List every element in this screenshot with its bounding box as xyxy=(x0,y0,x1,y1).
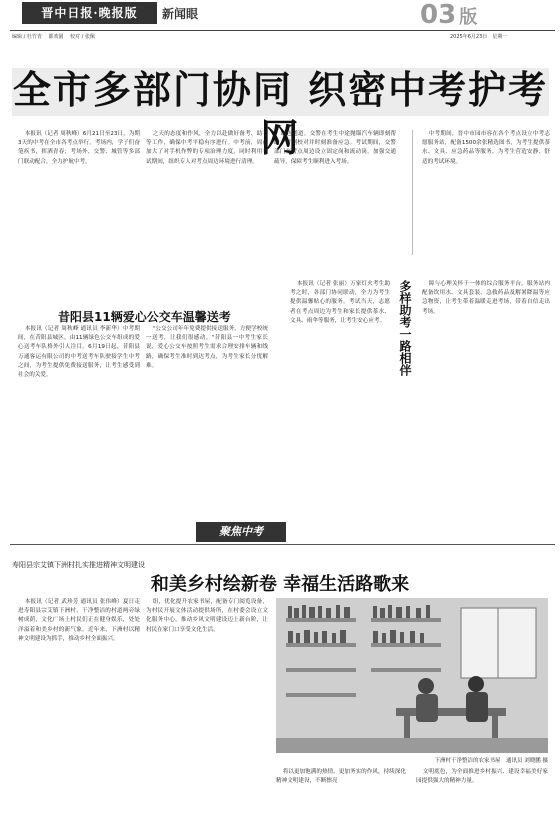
village-col-3 xyxy=(276,768,406,808)
bus-col-1 xyxy=(18,325,140,505)
multi-col-2-text: 障与心理关怀于一体的综合服务平台。服务站内配备饮用水、文具套装、急救药品及解暑降温等应急物资，让考生带着温暖走进考场，带着自信走出考场。 xyxy=(422,281,550,315)
lead-col-1 xyxy=(18,130,140,258)
section-rule xyxy=(10,544,555,545)
issue-date: 2025年6月23日 星期一 xyxy=(450,34,508,40)
village-col-2 xyxy=(146,598,268,808)
village-col-3-text: 将以更加饱满的热情、更加务实的作风，持续深化精神文明建设，不断擦亮 xyxy=(276,769,406,785)
masthead xyxy=(0,0,560,38)
section-name: 新闻眼 xyxy=(162,7,199,21)
bus-col-1-text: 本报讯（记者 周秋峰 通讯员 李新华）中考期间，在昔阳县城区，由11辆绿色公交车组成的爱心送考车队格外引人注目。6月19日起，昔阳县万通客运有限公司的中考送考车队驶接学生中考之间，为考生提供免费接送服务，让考生感受到社会的关爱。 xyxy=(18,326,140,379)
lead-col-2-text: 之天的态度和作风，全力以赴做好备考、助考等工作，确保中考平稳有序进行。中考前，周前加大了对手机作弊的专项治理力度，同时利用考试期间，组织专人对考点周边环境进行清理。 xyxy=(146,131,268,165)
lead-col-4-text: 中考期间，晋中市园市容在各个考点设立中考志愿服务站，配备1500余张精选图书，为考生提供茶水、文具、应急药品等服务，为考生营造安静、舒适的考试环境。 xyxy=(422,131,550,165)
village-kicker: 寿阳县宗艾镇下洲村扎实推进精神文明建设 xyxy=(12,561,145,569)
editor-line: 编辑 / 杜竹青 都欢園 校对 / 张佩 xyxy=(12,34,95,40)
headline-text: 全市多部门协同 织密中考护考网 xyxy=(12,68,549,160)
village-col-1 xyxy=(18,598,140,808)
village-photo xyxy=(276,598,548,753)
page-no: 03 xyxy=(420,0,457,30)
lead-col-3-text: 绿色通道。交警在考生中途抛锚汽车辆即刻帮助、时刻校对并时刻准备应急。考试期间，交警部门在考点周边设立固定岗和流动岗，加强交通疏导，保障考生顺利进入考场。 xyxy=(274,131,396,165)
village-col-2-text: 组，优化提升农家书屋，配备专门阅览设备，为村民开展文体活动提供场所，在村委会设立文化服务中心，推动乡风文明建设迈上新台阶，让村民在家门口享受文化生活。 xyxy=(146,599,268,633)
multi-col-2 xyxy=(422,280,550,508)
bus-col-2-text: "公交公司年年免费提供接送服务，方便学校统一送考，让我们很感动。"昔阳县一中考生家长说，爱心公交车按照考生需求合理安排车辆和线路，确保考生准时到达考点，为考生家长分忧解难。 xyxy=(146,326,268,369)
focus-badge: 聚焦中考 xyxy=(196,522,286,542)
bus-headline: 昔阳县11辆爱心公交车温馨送考 xyxy=(58,310,231,324)
photo-caption: 下洲村干净整洁的农家书屋 通讯员 刘晓鹏 摄 xyxy=(434,758,548,764)
page-number xyxy=(420,0,477,30)
bus-col-2 xyxy=(146,325,268,505)
lead-col-1-text: 本报讯（记者 周秋峰）6月21日至23日，为期3天的中考在全市各考点举行，考场内，学子们奋笔疾书，挥洒青春；考场外，交警、城管等多部门联动配合，全力护航中考。 xyxy=(18,131,140,165)
multi-col-1-text: 本报讯（记者 张丽）万家灯火考生助考之时，各部门协同联动，全力为考生提供温馨贴心的服务。考试当天，志愿者在考点周边为考生和家长提供茶水、文具、雨伞等服务，让考生安心应考。 xyxy=(290,281,390,324)
newspaper-logo: 晋中日报·晚报版 xyxy=(22,2,157,24)
lead-col-4 xyxy=(422,130,550,258)
lead-divider xyxy=(412,130,413,255)
village-col-4 xyxy=(416,768,548,808)
village-col-4-text: 文明底色，为全面推进乡村振兴、建设幸福美好家园提供强大的精神力量。 xyxy=(416,769,548,785)
village-col-1-text: 本报讯（记者 武珍芳 通讯员 张伟峰）夏日走进寿阳县宗艾镇下洲村，干净整洁的村道两旁绿树成荫，文化广场上村民们正在健身娱乐，处处洋溢着和美乡村的新气象。近年来，下洲村以精神文明建设为抓手，推动乡村全面振兴。 xyxy=(18,599,140,642)
lead-col-3 xyxy=(274,130,396,258)
reading-room-photo-icon xyxy=(276,598,548,753)
masthead-rule xyxy=(10,30,555,31)
page-suffix: 版 xyxy=(459,7,478,28)
multi-sidebar-title: 多样助考一路相伴 xyxy=(398,280,412,376)
multi-col-1 xyxy=(290,280,390,508)
village-headline: 和美乡村绘新卷 幸福生活路歌来 xyxy=(150,574,410,595)
lead-col-2 xyxy=(146,130,268,258)
